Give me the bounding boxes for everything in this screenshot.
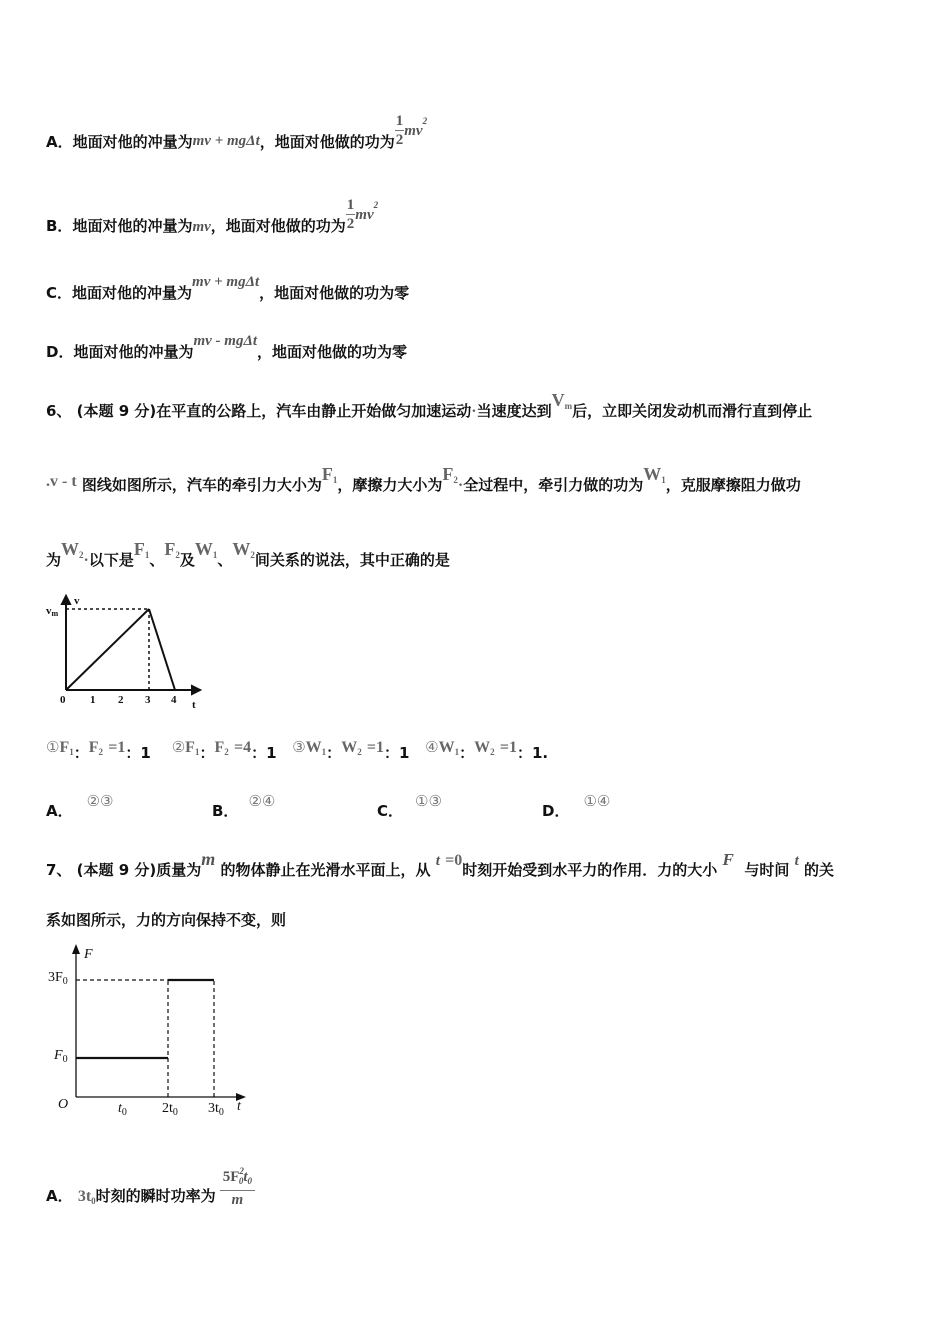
q6-number: 6、 xyxy=(46,402,72,420)
option-d[interactable] xyxy=(46,333,408,362)
q6-stmt2-circle: ② xyxy=(171,738,186,756)
q6-choice-d[interactable] xyxy=(542,792,611,821)
q6-stmt4-W2-sub: 2 xyxy=(490,747,495,757)
q6-choice-b[interactable] xyxy=(212,792,276,821)
q6-stmt4-circle: ④ xyxy=(425,738,439,756)
q7-text: 的关 xyxy=(804,861,835,879)
q6-W2-sub: 2 xyxy=(250,550,255,560)
option-c-label: C． xyxy=(46,284,73,302)
q6-stmt4-colon: ： xyxy=(459,744,475,762)
q6-statements xyxy=(46,738,549,763)
q6-dot: · xyxy=(83,552,89,569)
q7-ft-graph xyxy=(40,940,260,1120)
q6-F2: F xyxy=(164,539,176,559)
q6-stmt3-W2-sub: 2 xyxy=(357,747,362,757)
option-a-work-exp: 2 xyxy=(422,116,428,126)
q6-text: ，克服摩擦阻力做功 xyxy=(665,476,801,494)
option-c-text2: ，地面对他做的功为零 xyxy=(259,284,410,302)
q7-number: 7、 xyxy=(46,861,72,879)
q6-stmt1-eq: =1 xyxy=(108,739,126,756)
q6-text: 当速度达到 xyxy=(476,402,552,420)
q6-choice-b-label: B． xyxy=(212,802,239,820)
q6-choice-a-label: A． xyxy=(46,802,73,820)
q6-stmt1-F1: F xyxy=(59,739,70,756)
q7-t: t xyxy=(435,853,440,869)
q6-choice-d-label: D． xyxy=(542,802,570,820)
q6-text: 全过程中，牵引力做的功为 xyxy=(463,476,644,494)
option-b-work-mv: mv xyxy=(355,207,374,223)
q6-stmt3-eq: =1 xyxy=(366,739,385,756)
q6-stmt4-end: ：1. xyxy=(516,744,549,762)
option-a-impulse-expr: mv + mgΔt xyxy=(192,133,260,149)
q6-graph-tick-1: 1 xyxy=(90,694,96,706)
option-d-label: D． xyxy=(46,343,74,361)
option-a-work-fraction: $\frac{1}{2}$ xyxy=(395,113,404,148)
q6-stmt4-W2: W xyxy=(474,739,491,756)
q6-stmt4-eq: =1 xyxy=(499,739,517,756)
q6-W2: W xyxy=(61,539,80,559)
q7-t2: t xyxy=(794,853,799,869)
q6-stmt2-F2-sub: 2 xyxy=(224,747,229,757)
q6-stmt1-colon: ： xyxy=(73,744,89,762)
q6-stmt3-W1: W xyxy=(305,739,322,756)
q6-graph-origin: 0 xyxy=(60,694,66,706)
option-a[interactable] xyxy=(46,113,428,161)
q7-text: 的物体静止在光滑水平面上，从 xyxy=(220,861,431,879)
q6-graph-tick-3: 3 xyxy=(145,694,151,706)
option-d-text: 地面对他的冲量为 xyxy=(73,343,194,361)
q6-text: 以下是 xyxy=(88,551,134,569)
q6-stmt1-F2-sub: 2 xyxy=(98,747,104,757)
q6-text: 为 xyxy=(46,551,62,569)
q6-sep: 、 xyxy=(149,551,165,569)
q6-text: ，摩擦力大小为 xyxy=(337,476,443,494)
q6-stmt4-W1: W xyxy=(438,739,455,756)
q6-dot: · xyxy=(457,477,464,494)
q6-stmt2-colon: ： xyxy=(199,744,215,762)
q6-text: 及 xyxy=(179,551,195,569)
option-a-work-mv: mv xyxy=(404,123,423,139)
q7-option-a[interactable] xyxy=(46,1166,255,1217)
q6-W1: W xyxy=(643,464,662,484)
q6-choice-c[interactable] xyxy=(377,792,442,821)
q6-graph-y-arrow xyxy=(62,596,70,604)
q6-graph-accel-line xyxy=(66,609,149,690)
q6-stmt1-end: ：1 xyxy=(125,744,151,762)
q6-graph-t-label: t xyxy=(192,699,196,710)
q6-W1-sub: 1 xyxy=(661,475,666,485)
q6-stmt2-end: ：1 xyxy=(251,744,277,762)
q6-choice-c-value: ①③ xyxy=(415,792,442,810)
q6-W1: W xyxy=(194,539,213,559)
q6-text: 间关系的说法，其中正确的是 xyxy=(254,551,450,569)
option-b-text2: ，地面对他做的功为 xyxy=(210,217,346,235)
q6-stmt2-F2: F xyxy=(214,739,225,756)
q6-stmt3-colon: ： xyxy=(326,744,342,762)
q6-graph-v-label: v xyxy=(74,595,80,607)
q6-choice-a-value: ②③ xyxy=(86,792,114,810)
q6-F1: F xyxy=(133,539,145,559)
q7-m: m xyxy=(201,849,216,869)
q6-text: 后，立即关闭发动机而滑行直到停止 xyxy=(572,402,813,420)
q6-sep: 、 xyxy=(217,551,233,569)
q6-stmt1-F1-sub: 1 xyxy=(69,747,74,757)
option-a-text2: ，地面对他做的功为 xyxy=(259,133,395,151)
option-b-label: B． xyxy=(46,217,73,235)
q6-stmt3-W2: W xyxy=(341,739,358,756)
q7-text: (本题 9 分)质量为 xyxy=(76,861,202,879)
q6-text: 图线如图所示，汽车的牵引力大小为 xyxy=(81,476,322,494)
q6-line3 xyxy=(46,539,450,570)
q6-vt: .v - t xyxy=(46,473,77,490)
q6-line2 xyxy=(46,464,801,495)
q6-F1: F xyxy=(321,464,333,484)
q7-line2: 系如图所示，力的方向保持不变，则 xyxy=(46,911,287,929)
q6-stmt1-circle: ① xyxy=(46,738,60,756)
q7-graph-F-label: F xyxy=(84,947,93,962)
option-b-work-exp: 2 xyxy=(373,200,379,210)
q7-graph-origin: O xyxy=(58,1097,69,1112)
q6-F2-sub: 2 xyxy=(453,475,458,485)
q7-graph-F0-label: $F_0$ xyxy=(54,1048,68,1065)
q7-graph-y-arrow xyxy=(72,944,80,954)
q6-choice-c-label: C． xyxy=(377,802,404,820)
q6-text: (本题 9 分)在平直的公路上，汽车由静止开始做匀加速运动 xyxy=(76,402,472,420)
q6-F2-sub: 2 xyxy=(175,550,180,560)
q6-graph-x-arrow xyxy=(192,686,200,694)
q7-option-a-3t0-sub: 0 xyxy=(91,1196,96,1206)
q7-text: 与时间 xyxy=(744,861,790,879)
q6-stmt2-eq: =4 xyxy=(233,739,252,756)
q6-stmt4-W1-sub: 1 xyxy=(454,747,460,757)
option-d-text2: ，地面对他做的功为零 xyxy=(257,343,408,361)
q7-graph-3t0-label: $3t_0$ xyxy=(208,1101,224,1118)
option-c[interactable] xyxy=(46,274,410,303)
q6-W1-sub: 1 xyxy=(212,550,218,560)
q6-F1-sub: 1 xyxy=(144,550,150,560)
option-b-work-fraction: $\frac{1}{2}$ xyxy=(346,197,355,232)
q7-F: F xyxy=(722,850,734,869)
q6-stmt3-end: ：1 xyxy=(384,744,410,762)
q6-vm-sub: m xyxy=(564,401,573,411)
q6-choice-b-value: ②④ xyxy=(248,792,276,810)
option-d-impulse-expr: mv - mgΔt xyxy=(193,333,258,349)
q6-vm: V xyxy=(551,390,565,410)
q7-graph-3F0-label: $3F_0$ xyxy=(48,970,68,987)
option-c-impulse-expr: mv + mgΔt xyxy=(192,274,260,290)
q7-option-a-3t0: 3t xyxy=(77,1188,92,1205)
q7-line1 xyxy=(46,849,835,880)
q6-graph-vm-label: vm xyxy=(46,605,59,618)
q6-W2: W xyxy=(232,539,251,559)
option-b-text: 地面对他的冲量为 xyxy=(72,217,193,235)
q6-stmt3-circle: ③ xyxy=(292,738,306,756)
option-c-text: 地面对他的冲量为 xyxy=(72,284,193,302)
q6-stmt2-F1: F xyxy=(185,739,195,756)
q6-stmt2-F1-sub: 1 xyxy=(194,747,200,757)
q6-F2: F xyxy=(442,464,454,484)
option-b-impulse-expr: mv xyxy=(192,219,211,235)
q6-dot: · xyxy=(471,403,477,420)
q7-option-a-label: A． xyxy=(46,1187,73,1205)
q7-graph-t0-label: $t_0$ xyxy=(118,1101,127,1118)
option-b[interactable] xyxy=(46,197,379,245)
q6-F1-sub: 1 xyxy=(332,475,338,485)
q6-graph-tick-4: 4 xyxy=(171,694,177,706)
option-a-label: A． xyxy=(46,133,73,151)
q6-graph-tick-2: 2 xyxy=(118,694,124,706)
q6-vt-graph xyxy=(44,592,204,710)
q7-t-eq: =0 xyxy=(445,852,463,869)
q6-line1 xyxy=(46,390,813,421)
q6-graph-decel-line xyxy=(149,609,175,690)
q6-choice-d-value: ①④ xyxy=(583,792,611,810)
q7-option-a-text: 时刻的瞬时功率为 xyxy=(95,1187,216,1205)
option-a-text: 地面对他的冲量为 xyxy=(72,133,193,151)
q6-stmt3-W1-sub: 1 xyxy=(321,747,327,757)
q7-graph-t-label: t xyxy=(237,1099,241,1114)
q7-graph-2t0-label: $2t_0$ xyxy=(162,1101,178,1118)
q6-stmt1-F2: F xyxy=(88,739,99,756)
q7-text: 时刻开始受到水平力的作用．力的大小 xyxy=(462,861,718,879)
q6-choice-a[interactable] xyxy=(46,792,114,821)
q7-option-a-power-fraction: $\frac{5F^2_0t_0}{m}$ xyxy=(220,1168,255,1209)
q6-W2-sub: 2 xyxy=(79,550,84,560)
